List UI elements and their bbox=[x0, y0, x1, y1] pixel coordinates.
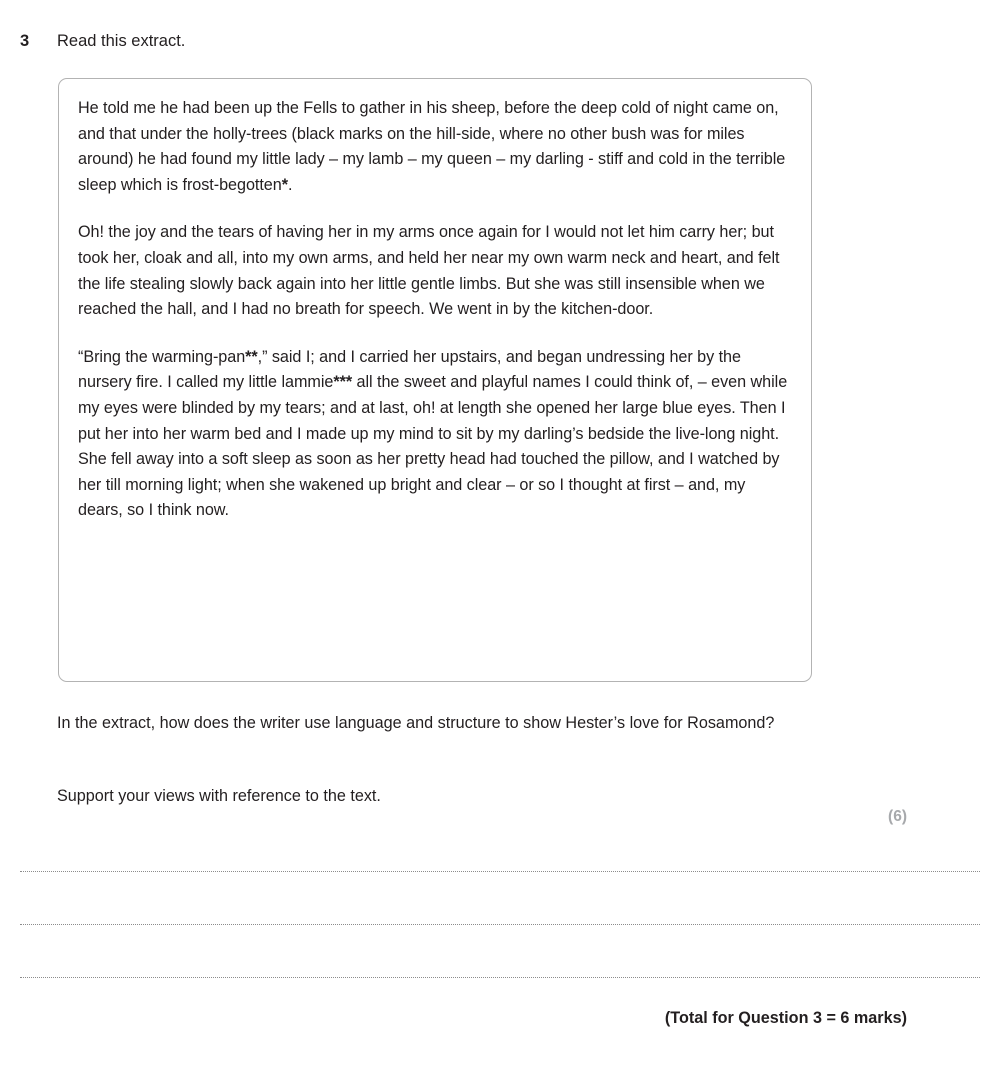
question-total-marks: (Total for Question 3 = 6 marks) bbox=[664, 1009, 907, 1027]
extract-box bbox=[58, 78, 812, 682]
question-instruction: Read this extract. bbox=[57, 32, 186, 50]
extract-paragraph-1-text: He told me he had been up the Fells to gather in his sheep, before the deep cold of night came on, and that under the holly-trees (black marks on the hill-side, where no other bush was for miles around) he had found my little lady – my lamb – my queen – my darling - stiff and cold in the terrible sleep which is frost-begotten bbox=[78, 99, 786, 194]
extract-paragraph-1 bbox=[78, 96, 791, 198]
extract-paragraph-1-tail: . bbox=[287, 175, 293, 194]
question-prompt-secondary: Support your views with reference to the text. bbox=[57, 787, 381, 805]
answer-line[interactable] bbox=[20, 870, 980, 872]
extract-paragraph-3-tail: all the sweet and playful names I could think of, – even while my eyes were blinded by my tears; and at last, oh! at length she opened her large blue eyes. Then I put her into her warm bed and I made up my mind to sit by my darling’s bedside the live-long night. She fell away into a soft sleep as soon as her pretty head had touched the pillow, and I watched by her till morning light; when she wakened up bright and clear – or so I thought at first – and, my dears, so I think now. bbox=[78, 373, 788, 520]
question-number: 3 bbox=[20, 32, 30, 50]
footnote-marker-1: * bbox=[281, 175, 288, 194]
answer-line[interactable] bbox=[20, 976, 980, 978]
marks-indicator: (6) bbox=[888, 808, 907, 825]
extract-paragraph-3-mid: ,” said I; and I carried her upstairs, and began undressing her by the nursery fire. I called my little lammie bbox=[78, 347, 741, 392]
extract-paragraph-2-text: Oh! the joy and the tears of having her in my arms once again for I would not let him carry her; but took her, cloak and all, into my own arms, and held her near my own warm neck and heart, and felt the life stealing slowly back again into her little gentle limbs. But she was still insensible when we reached the hall, and I had no breath for speech. We went in by the kitchen-door. bbox=[78, 223, 780, 319]
answer-lines-area[interactable] bbox=[20, 870, 980, 978]
question-prompt-primary: In the extract, how does the writer use language and structure to show Hester’s love for Rosamond? bbox=[57, 714, 775, 732]
extract-paragraph-3-text: “Bring the warming-pan bbox=[78, 347, 246, 366]
extract-paragraph-3 bbox=[78, 345, 791, 524]
answer-line[interactable] bbox=[20, 923, 980, 925]
question-header bbox=[0, 28, 1000, 58]
footnote-marker-3: *** bbox=[333, 373, 353, 392]
extract-paragraph-2 bbox=[78, 220, 791, 322]
footnote-marker-2: ** bbox=[245, 347, 258, 366]
